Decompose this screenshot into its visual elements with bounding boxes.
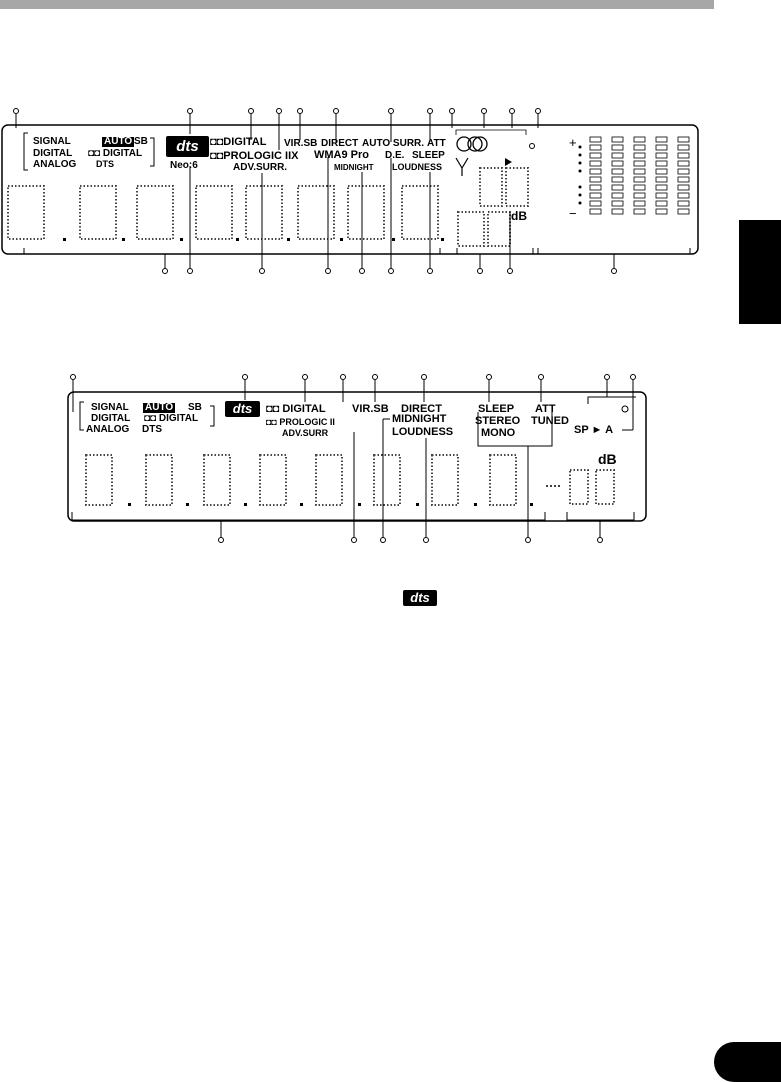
direct-label: DIRECT [321,138,359,149]
sleep-label-2: SLEEP [478,403,515,415]
meter-minus: − [569,206,577,221]
analog-label: ANALOG [33,159,77,170]
wma9-label: WMA9 Pro [314,149,369,161]
dts-logo: dts [166,136,209,157]
loudness-label: LOUDNESS [392,162,443,172]
pl-digital-label-2: ◘◘ DIGITAL [266,403,326,415]
digital-label-2: DIGITAL [91,413,131,424]
adv-surr-label-2: ADV.SURR [282,428,329,438]
dts-small-label-2: DTS [142,424,162,435]
signal-label-2: SIGNAL [91,402,129,413]
page-number-tab [714,1042,781,1082]
adv-surr-label: ADV.SURR. [233,162,288,173]
dts-footnote-logo: dts [403,590,437,606]
sb-label-2: SB [188,402,202,413]
db-label-2: dB [598,451,617,467]
meter-plus: + [569,135,577,150]
digital-label: DIGITAL [33,148,73,159]
dts-small-label: DTS [96,159,114,169]
dts-logo-2: dts [225,401,260,417]
de-label: D.E. [385,150,405,161]
sb-label: SB [134,136,148,147]
tuned-label-2: TUNED [531,415,569,427]
auto-label-2: AUTO [145,402,174,413]
auto-label: AUTO [104,136,133,147]
sp-a-label-2: SP ► A [574,424,614,436]
prologic-label-2: ◘◘ PROLOGIC II [266,417,335,427]
signal-label: SIGNAL [33,136,71,147]
att-label: ATT [427,138,446,149]
stereo-label-2: STEREO [475,415,521,427]
loudness-label-2: LOUDNESS [392,426,454,438]
att-label-2: ATT [535,403,556,415]
analog-label-2: ANALOG [86,424,130,435]
dolby-digital-label-2: ◘◘ DIGITAL [144,413,199,424]
midnight-label-2: MIDNIGHT [392,413,447,425]
direct-label-2: DIRECT [401,403,442,415]
neo6-label: Neo:6 [170,160,198,171]
db-label: dB [511,209,527,223]
pl-digital-label: ◘◘DIGITAL [210,136,267,148]
auto-surr-label: AUTO SURR. [362,138,425,149]
sleep-label: SLEEP [412,150,445,161]
mono-label-2: MONO [481,427,516,439]
vir-sb-label-2: VIR.SB [352,403,389,415]
midnight-label: MIDNIGHT [334,163,374,172]
vir-sb-label: VIR.SB [284,138,318,149]
prologic-label: ◘◘PROLOGIC IIX [210,150,299,162]
dolby-digital-label: ◘◘ DIGITAL [88,148,143,159]
